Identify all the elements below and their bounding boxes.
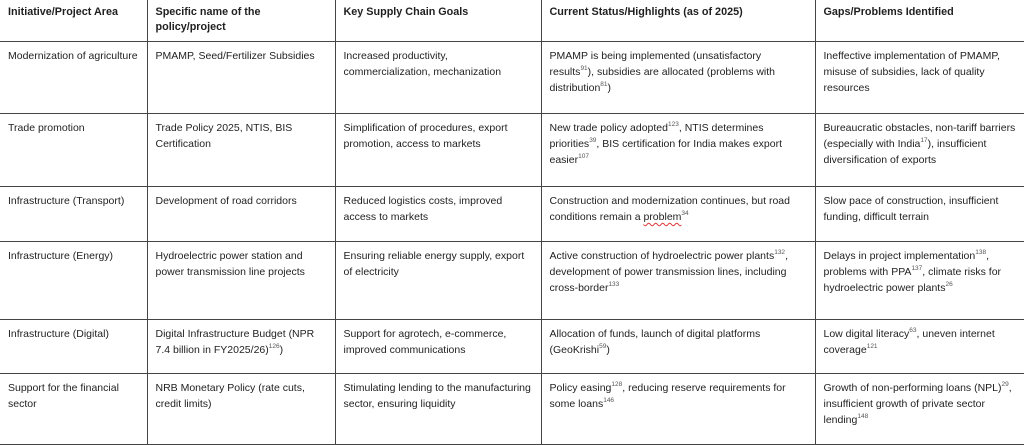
cell-initiative xyxy=(0,187,147,242)
cell-initiative xyxy=(0,42,147,114)
cell-policy-name xyxy=(147,320,335,374)
footnote-ref: 59 xyxy=(599,343,607,350)
cell-text: Stimulating lending to the manufacturing sector, ensuring liquidity xyxy=(343,382,531,410)
header-initiative: Initiative/Project Area xyxy=(0,0,147,42)
cell-text: , insufficient growth of private sector lending xyxy=(823,382,1012,426)
footnote-ref: 29 xyxy=(1001,381,1009,388)
cell-text: Delays in project implementation xyxy=(823,250,976,262)
cell-text: Construction and modernization continues, but road conditions remain a xyxy=(549,195,790,223)
cell-status xyxy=(541,320,815,374)
cell-text: Infrastructure (Energy) xyxy=(8,250,114,262)
cell-text: Increased productivity, commercialization, mechanization xyxy=(343,50,502,78)
cell-text: Support for the financial sector xyxy=(8,382,119,410)
cell-text: Simplification of procedures, export promotion, access to markets xyxy=(343,122,508,150)
cell-policy-name xyxy=(147,114,335,187)
cell-text: Growth of non-performing loans (NPL) xyxy=(823,382,1002,394)
cell-text: Hydroelectric power station and power transmission line projects xyxy=(155,250,305,278)
cell-text: Trade promotion xyxy=(8,122,85,134)
cell-policy-name xyxy=(147,374,335,445)
footnote-ref: 123 xyxy=(668,121,679,128)
cell-text: , reducing reserve requirements for some loans xyxy=(549,382,786,410)
table-body xyxy=(0,42,1024,445)
cell-status xyxy=(541,42,815,114)
table-header-row xyxy=(0,0,1024,42)
cell-text: Digital Infrastructure Budget (NPR 7.4 billion in FY2025/26) xyxy=(155,328,315,356)
cell-text: New trade policy adopted xyxy=(549,122,668,134)
cell-goals xyxy=(335,320,541,374)
cell-text: Bureaucratic obstacles, non-tariff barriers (especially with India xyxy=(823,122,1016,150)
footnote-ref: 63 xyxy=(909,327,917,334)
footnote-ref: 133 xyxy=(608,281,620,288)
cell-initiative xyxy=(0,374,147,445)
cell-text: PMAMP is being implemented (unsatisfactory results xyxy=(549,50,762,78)
cell-text: PMAMP, Seed/Fertilizer Subsidies xyxy=(155,50,315,62)
header-goals: Key Supply Chain Goals xyxy=(335,0,541,42)
footnote-ref: 81 xyxy=(600,81,608,88)
cell-text: Allocation of funds, launch of digital platforms (GeoKrishi xyxy=(549,328,761,356)
cell-text: NRB Monetary Policy (rate cuts, credit limits) xyxy=(155,382,305,410)
cell-text: Ineffective implementation of PMAMP, misuse of subsidies, lack of quality resources xyxy=(823,50,1000,94)
cell-text: Ensuring reliable energy supply, export of electricity xyxy=(343,250,525,278)
cell-text: , uneven internet coverage xyxy=(823,328,995,356)
cell-text: , BIS certification for India makes export easier xyxy=(549,138,783,166)
cell-text: ) xyxy=(279,344,284,356)
cell-text: , problems with PPA xyxy=(823,250,990,278)
cell-gaps xyxy=(815,320,1024,374)
cell-text: Policy easing xyxy=(549,382,612,394)
cell-text: Active construction of hydroelectric power plants xyxy=(549,250,775,262)
footnote-ref: 138 xyxy=(975,249,987,256)
cell-goals xyxy=(335,187,541,242)
cell-text: Low digital literacy xyxy=(823,328,910,340)
footnote-ref: 132 xyxy=(774,249,786,256)
cell-text: ) xyxy=(606,344,610,356)
cell-initiative xyxy=(0,320,147,374)
cell-text: Reduced logistics costs, improved access to markets xyxy=(343,195,503,223)
cell-status xyxy=(541,114,815,187)
cell-text: Trade Policy 2025, NTIS, BIS Certification xyxy=(155,122,293,150)
cell-text: Support for agrotech, e-commerce, improved communications xyxy=(343,328,507,356)
cell-text: , NTIS determines priorities xyxy=(549,122,764,150)
cell-text: , development of power transmission lines, including cross-border xyxy=(549,250,788,294)
footnote-ref: 137 xyxy=(911,265,923,272)
cell-policy-name xyxy=(147,187,335,242)
cell-gaps xyxy=(815,42,1024,114)
cell-goals xyxy=(335,242,541,320)
footnote-ref: 146 xyxy=(603,397,615,404)
footnote-ref: 26 xyxy=(945,281,953,288)
cell-text: Slow pace of construction, insufficient funding, difficult terrain xyxy=(823,195,999,223)
cell-gaps xyxy=(815,374,1024,445)
cell-gaps xyxy=(815,114,1024,187)
cell-gaps xyxy=(815,187,1024,242)
cell-text: Development of road corridors xyxy=(155,195,297,207)
cell-text: ) xyxy=(607,82,612,94)
footnote-ref: 91 xyxy=(580,65,588,72)
table-row xyxy=(0,320,1024,374)
footnote-ref: 17 xyxy=(920,137,928,144)
footnote-ref: 148 xyxy=(857,413,869,420)
cell-text: , climate risks for hydroelectric power plants xyxy=(823,266,1002,294)
footnote-ref: 126 xyxy=(268,343,280,350)
cell-goals xyxy=(335,374,541,445)
table-row xyxy=(0,187,1024,242)
cell-initiative xyxy=(0,114,147,187)
cell-text: ), subsidies are allocated (problems with distribution xyxy=(549,66,776,94)
cell-policy-name xyxy=(147,42,335,114)
header-status: Current Status/Highlights (as of 2025) xyxy=(541,0,815,42)
cell-text: Modernization of agriculture xyxy=(8,50,138,62)
table-row xyxy=(0,42,1024,114)
table-row xyxy=(0,114,1024,187)
table-row xyxy=(0,374,1024,445)
cell-policy-name xyxy=(147,242,335,320)
cell-text: Infrastructure (Transport) xyxy=(8,195,125,207)
table-row xyxy=(0,242,1024,320)
footnote-ref: 128 xyxy=(611,381,623,388)
cell-status xyxy=(541,187,815,242)
cell-text: Infrastructure (Digital) xyxy=(8,328,109,340)
cell-initiative xyxy=(0,242,147,320)
footnote-ref: 121 xyxy=(866,343,878,350)
cell-gaps xyxy=(815,242,1024,320)
footnote-ref: 107 xyxy=(578,153,589,160)
footnote-ref: 39 xyxy=(589,137,597,144)
cell-goals xyxy=(335,114,541,187)
cell-text: ), insufficient diversification of exports xyxy=(823,138,987,166)
cell-status xyxy=(541,374,815,445)
footnote-ref: 34 xyxy=(681,210,689,217)
spellcheck-word: problem xyxy=(643,211,682,223)
header-gaps: Gaps/Problems Identified xyxy=(815,0,1024,42)
cell-status xyxy=(541,242,815,320)
header-policy-name: Specific name of the policy/project xyxy=(147,0,335,42)
cell-goals xyxy=(335,42,541,114)
